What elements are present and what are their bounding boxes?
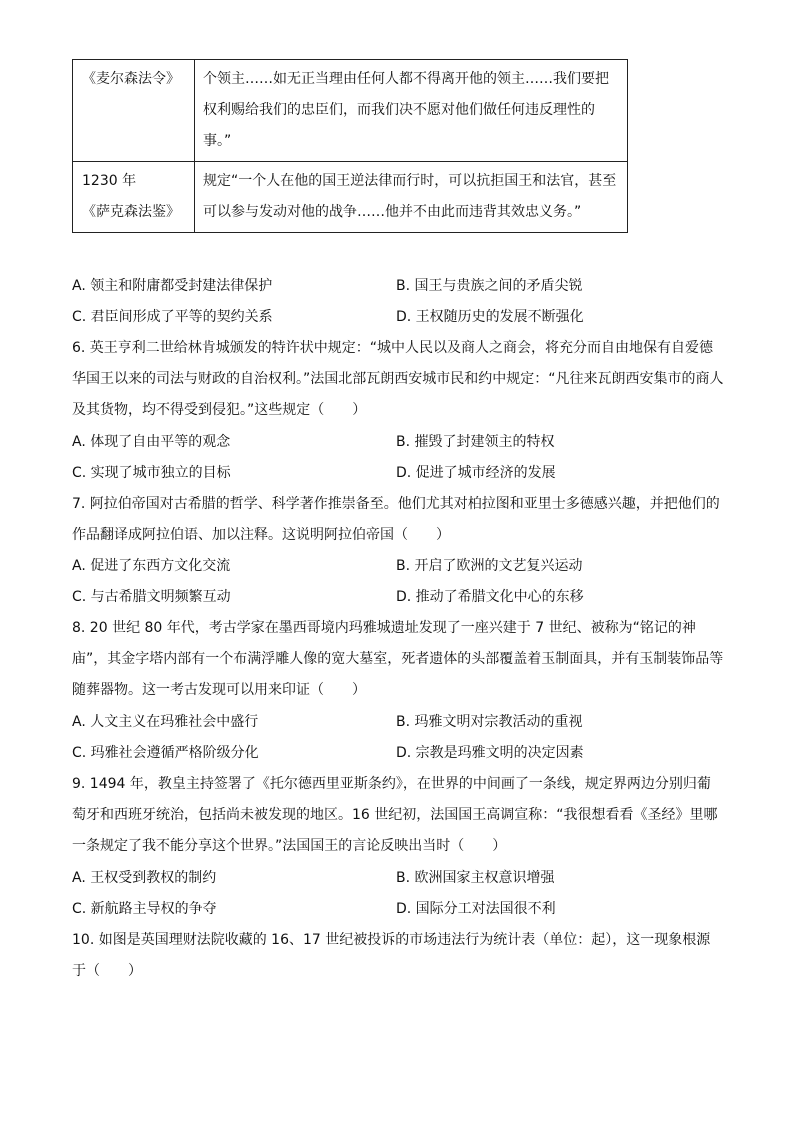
option-b[interactable]: B. 开启了欧洲的文艺复兴运动	[396, 558, 583, 574]
option-c[interactable]: C. 新航路主导权的争夺	[72, 901, 217, 917]
option-d[interactable]: D. 王权随历史的发展不断强化	[396, 309, 584, 325]
question-7-stem: 7. 阿拉伯帝国对古希腊的哲学、科学著作推崇备至。他们尤其对柏拉图和亚里士多德感兴趣，并把他们的作品翻译成阿拉伯语、加以注释。这说明阿拉伯帝国（ ）	[72, 496, 720, 543]
q5-options	[72, 271, 724, 333]
option-row	[72, 427, 724, 458]
option-a[interactable]: A. 领主和附庸都受封建法律保护	[72, 278, 273, 294]
option-a[interactable]: A. 促进了东西方文化交流	[72, 558, 231, 574]
option-row	[72, 738, 724, 769]
q8-options	[72, 707, 724, 769]
option-c[interactable]: C. 与古希腊文明频繁互动	[72, 589, 231, 605]
source-cell	[73, 162, 195, 233]
option-row	[72, 551, 724, 582]
source-title: 《麦尔森法令》	[82, 71, 180, 87]
option-row	[72, 302, 724, 333]
question-9-stem: 9. 1494 年，教皇主持签署了《托尔德西里亚斯条约》，在世界的中间画了一条线，规定界两边分别归葡萄牙和西班牙统治，包括尚未被发现的地区。16 世纪初，法国国王高调宣称：“我很想看看《圣经》里哪一条规定了我不能分享这个世界。”法国国王的言论反映出当时（ ）	[72, 776, 718, 854]
option-c[interactable]: C. 实现了城市独立的目标	[72, 465, 231, 481]
option-d[interactable]: D. 宗教是玛雅文明的决定因素	[396, 745, 584, 761]
option-a[interactable]: A. 王权受到教权的制约	[72, 870, 217, 886]
content-cell: 个领主……如无正当理由任何人都不得离开他的领主……我们要把权利赐给我们的忠臣们，而我们决不愿对他们做任何违反理性的事。”	[195, 60, 628, 162]
table-row	[73, 162, 628, 233]
content-cell: 规定“一个人在他的国王逆法律而行时，可以抗拒国王和法官，甚至可以参与发动对他的战争……他并不由此而违背其效忠义务。”	[195, 162, 628, 233]
option-b[interactable]: B. 国王与贵族之间的矛盾尖锐	[396, 278, 583, 294]
q9-options	[72, 863, 724, 925]
source-cell	[73, 60, 195, 162]
source-year: 1230 年	[82, 173, 137, 189]
option-c[interactable]: C. 玛雅社会遵循严格阶级分化	[72, 745, 259, 761]
option-b[interactable]: B. 玛雅文明对宗教活动的重视	[396, 714, 583, 730]
option-a[interactable]: A. 体现了自由平等的观念	[72, 434, 231, 450]
q7-options	[72, 551, 724, 613]
question-10-stem: 10. 如图是英国理财法院收藏的 16、17 世纪被投诉的市场违法行为统计表（单位：起），这一现象根源于（ ）	[72, 932, 711, 979]
option-row	[72, 271, 724, 302]
question-8-stem: 8. 20 世纪 80 年代，考古学家在墨西哥境内玛雅城遗址发现了一座兴建于 7 世纪、被称为“铭记的神庙”，其金字塔内部有一个布满浮雕人像的宽大墓室，死者遗体的头部覆盖着玉制面具，并有玉制装饰品等随葬器物。这一考古发现可以用来印证（ ）	[72, 620, 724, 698]
option-b[interactable]: B. 欧洲国家主权意识增强	[396, 870, 555, 886]
option-d[interactable]: D. 国际分工对法国很不利	[396, 901, 556, 917]
option-d[interactable]: D. 促进了城市经济的发展	[396, 465, 556, 481]
option-b[interactable]: B. 摧毁了封建领主的特权	[396, 434, 555, 450]
question-6-stem: 6. 英王亨利二世给林肯城颁发的特许状中规定：“城中人民以及商人之商会，将充分而自由地保有自爱德华国王以来的司法与财政的自治权利。”法国北部瓦朗西安城市民和约中规定：“凡往来瓦朗西安集市的商人及其货物，均不得受到侵犯。”这些规定（ ）	[72, 340, 724, 418]
option-row	[72, 582, 724, 613]
source-title: 《萨克森法鉴》	[82, 204, 180, 220]
q6-options	[72, 427, 724, 489]
option-row	[72, 863, 724, 894]
option-d[interactable]: D. 推动了希腊文化中心的东移	[396, 589, 584, 605]
option-row	[72, 894, 724, 925]
option-row	[72, 707, 724, 738]
table-row	[73, 60, 628, 162]
source-table	[72, 59, 628, 233]
option-row	[72, 458, 724, 489]
option-c[interactable]: C. 君臣间形成了平等的契约关系	[72, 309, 273, 325]
option-a[interactable]: A. 人文主义在玛雅社会中盛行	[72, 714, 259, 730]
